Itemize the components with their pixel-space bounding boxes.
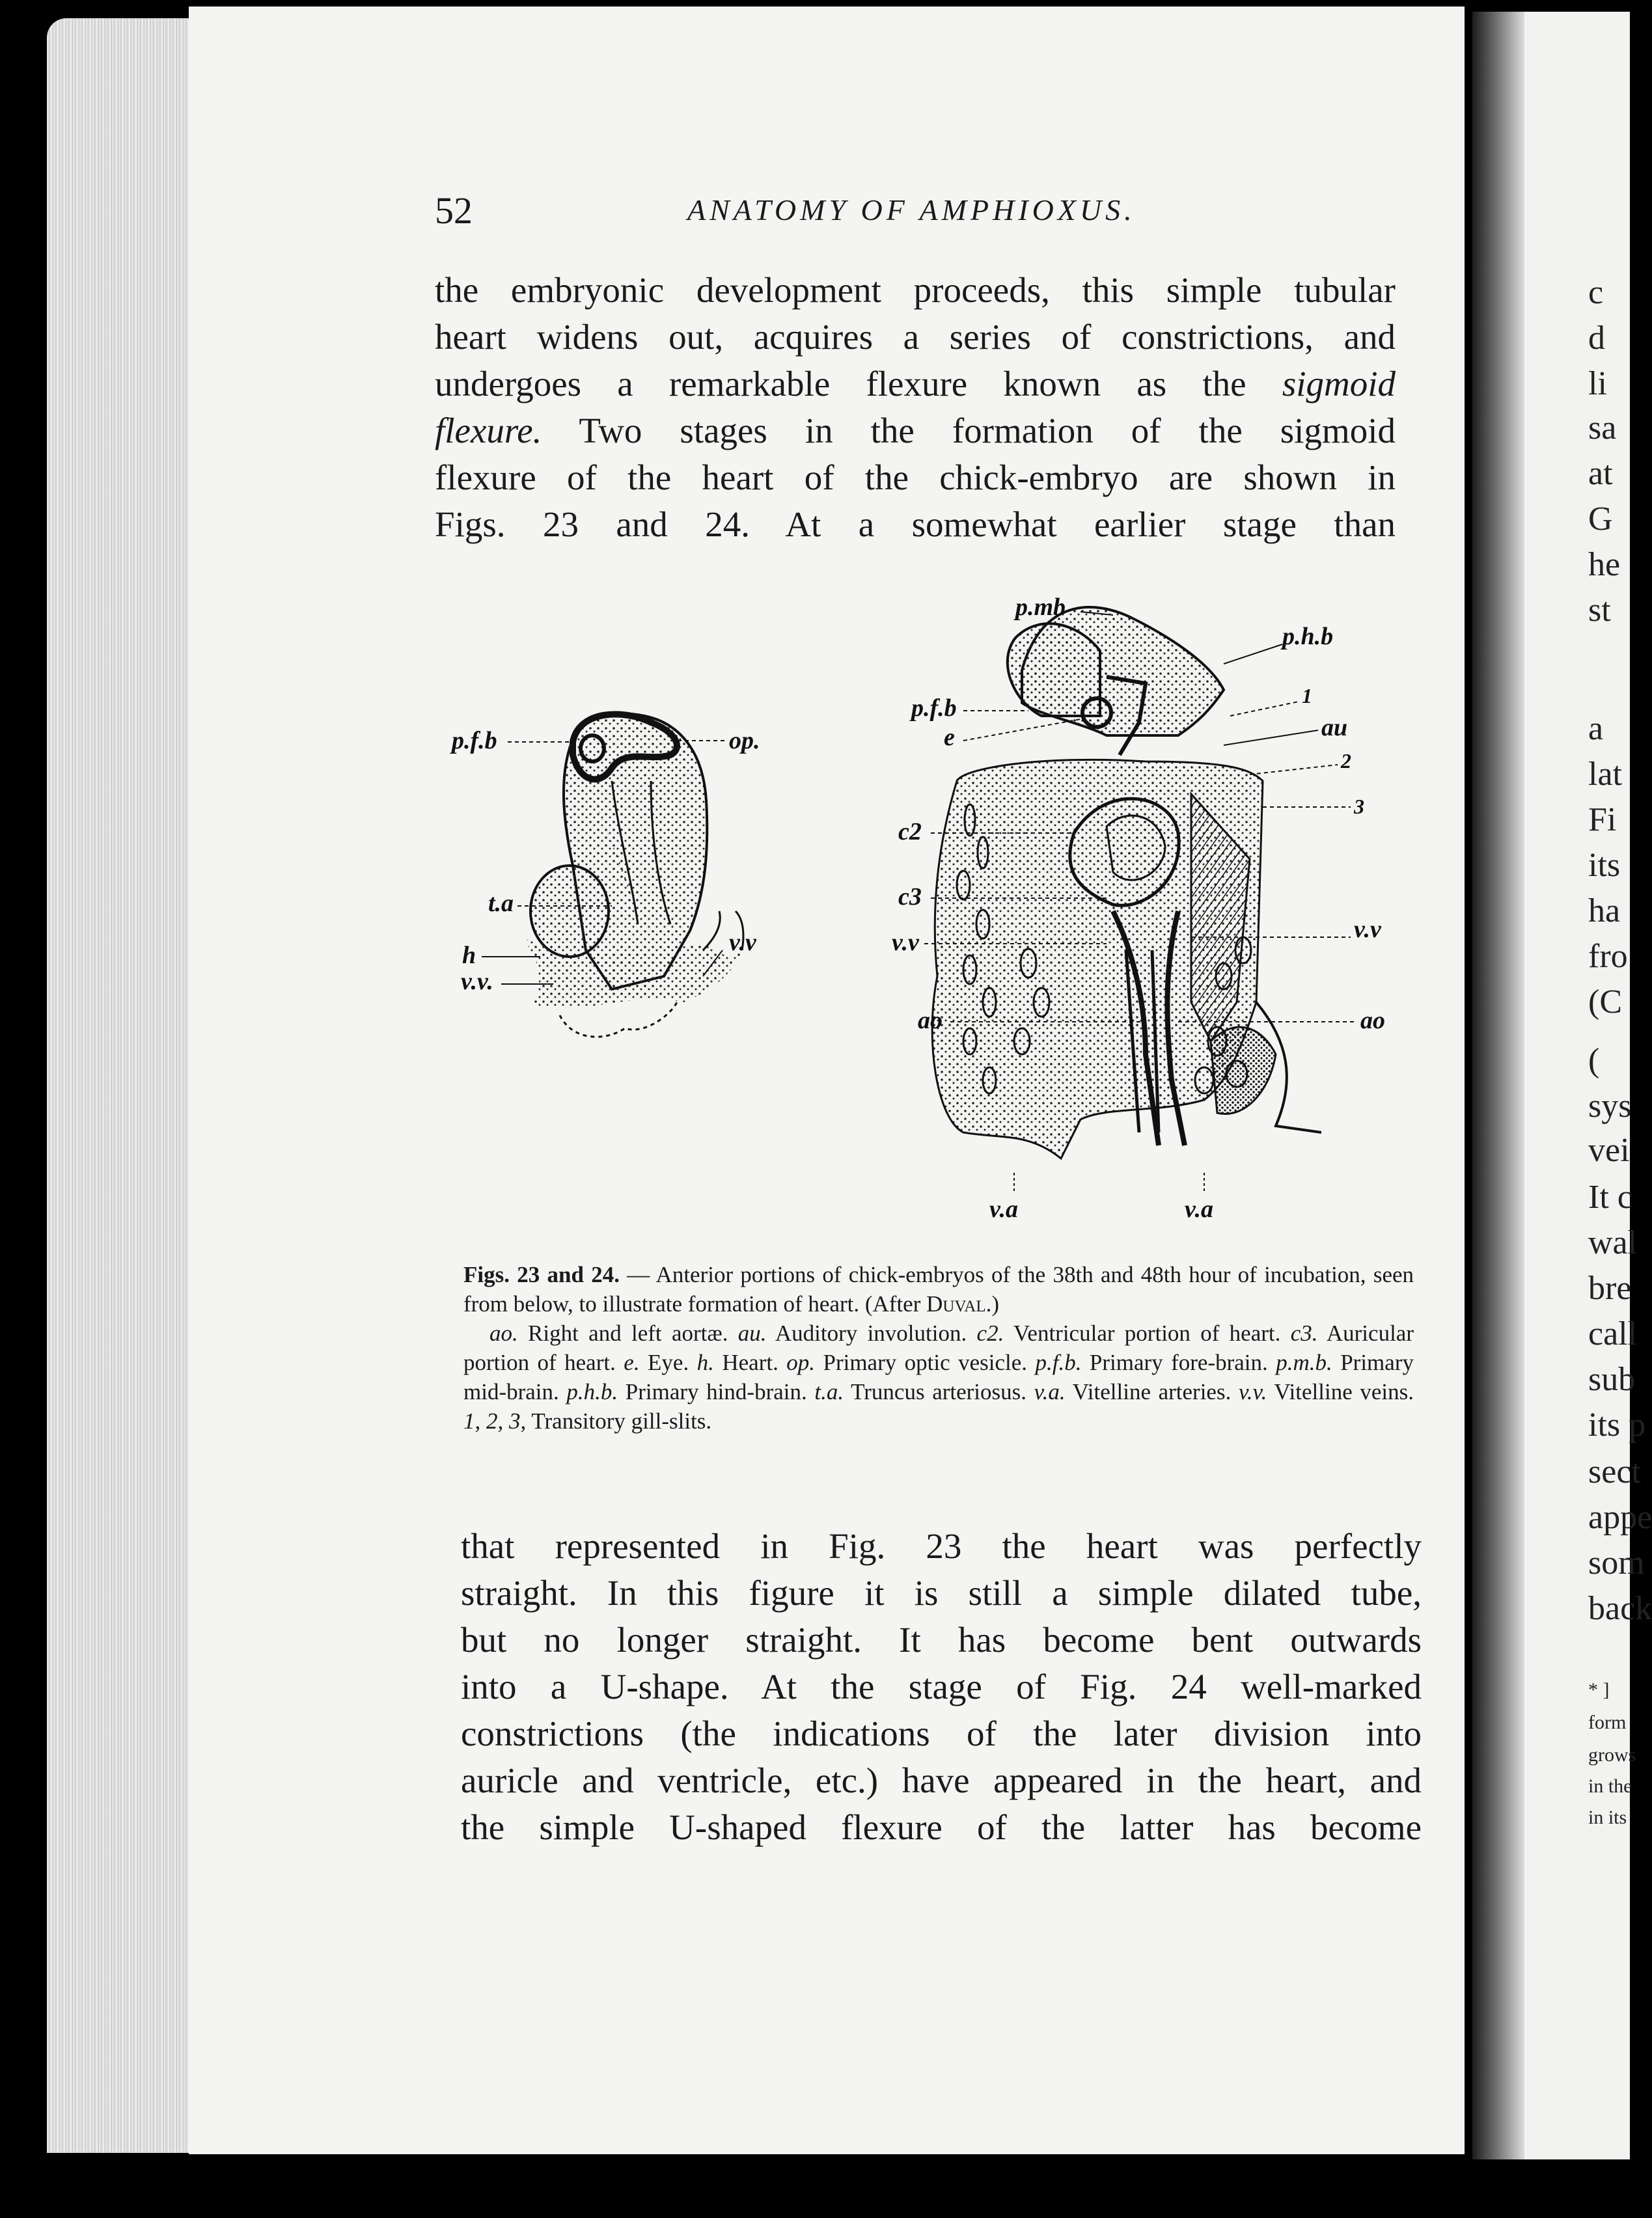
legend-abbr: p.m.b.: [1276, 1350, 1332, 1375]
adjacent-text-fragment: som: [1588, 1544, 1645, 1581]
adjacent-text-fragment: its p: [1588, 1406, 1646, 1444]
label-pmb: p.mb: [1015, 594, 1066, 621]
emphasis: sigmoid: [1282, 364, 1396, 404]
adjacent-text-fragment: Fi: [1588, 801, 1617, 838]
legend-abbr: p.h.b.: [566, 1379, 618, 1404]
adjacent-text-fragment: fro: [1588, 938, 1628, 975]
adjacent-text-fragment: sub: [1588, 1361, 1636, 1398]
text-line: into a U-shape. At the stage of Fig. 24 well-marked: [461, 1667, 1422, 1706]
label-phb: p.h.b: [1282, 623, 1334, 650]
caption-title: Figs. 23 and 24. — Anterior portions of chick-embryos of the 38th and 48th hour of incubation, seen from below, to illustrate formation of heart. (After Duval.): [463, 1262, 1414, 1317]
legend-desc: Auricular portion of heart.: [463, 1321, 1414, 1375]
label-c2: c2: [898, 818, 922, 845]
adjacent-footnote-fragment: * ]: [1588, 1679, 1610, 1701]
adjacent-text-fragment: its: [1588, 847, 1621, 884]
label-au: au: [1321, 714, 1348, 741]
adjacent-text-fragment: st: [1588, 592, 1611, 629]
label-pfb-24: p.f.b: [911, 694, 957, 722]
adjacent-text-fragment: at: [1588, 455, 1613, 492]
paragraph-bottom: [461, 1523, 1422, 1851]
legend-desc: Vitelline arteries.: [1065, 1379, 1239, 1404]
legend-desc: Primary hind-brain.: [618, 1379, 815, 1404]
label-va-left: v.a: [989, 1196, 1018, 1223]
book-page-edges: [47, 18, 193, 2153]
label-pfb: p.f.b: [452, 727, 497, 754]
label-c3: c3: [898, 883, 922, 910]
caption-legend: [463, 1319, 1414, 1436]
legend-desc: Primary mid-brain.: [463, 1350, 1414, 1404]
adjacent-footnote-fragment: grows: [1588, 1744, 1636, 1766]
label-gill-2: 2: [1341, 749, 1351, 773]
legend-abbr: v.a.: [1034, 1379, 1066, 1404]
adjacent-footnote-fragment: in the: [1588, 1775, 1632, 1797]
legend-abbr: c3.: [1290, 1321, 1318, 1346]
paragraph-top: [435, 267, 1396, 548]
legend-desc: Truncus arteriosus.: [844, 1379, 1034, 1404]
label-ao-right: ao: [1360, 1007, 1385, 1034]
adjacent-text-fragment: lat: [1588, 756, 1622, 793]
text-line: constrictions (the indications of the later division into: [461, 1714, 1422, 1753]
gutter-shadow: [1472, 12, 1524, 2159]
adjacent-text-fragment: sect: [1588, 1453, 1641, 1490]
adjacent-text-fragment: d: [1588, 320, 1605, 357]
legend-desc: Eye.: [639, 1350, 697, 1375]
text-line: the embryonic development proceeds, this simple tubular: [435, 270, 1396, 310]
adjacent-text-fragment: It c: [1588, 1179, 1632, 1216]
label-vv-24-right: v.v: [1354, 916, 1381, 943]
adjacent-text-fragment: vei: [1588, 1132, 1630, 1169]
adjacent-text-fragment: sa: [1588, 409, 1617, 446]
adjacent-footnote-fragment: form: [1588, 1712, 1627, 1733]
embryo-illustration: [452, 586, 1432, 1237]
legend-desc: Right and left aortæ.: [517, 1321, 738, 1346]
legend-desc: Primary fore-brain.: [1081, 1350, 1276, 1375]
adjacent-text-fragment: c: [1588, 274, 1604, 311]
adjacent-text-fragment: sys: [1588, 1088, 1632, 1125]
legend-abbr: p.f.b.: [1035, 1350, 1082, 1375]
legend-abbr: op.: [786, 1350, 816, 1375]
legend-desc: Ventricular portion of heart.: [1004, 1321, 1291, 1346]
label-h: h: [462, 942, 476, 969]
text-line: auricle and ventricle, etc.) have appeared in the heart, and: [461, 1760, 1422, 1800]
figures-23-24: [452, 586, 1432, 1237]
legend-abbr: e.: [624, 1350, 640, 1375]
label-vv-left: v.v.: [461, 968, 493, 995]
text-line: flexure of the heart of the chick-embryo are shown in: [435, 458, 1396, 497]
text-line: the simple U-shaped flexure of the latter has become: [461, 1807, 1422, 1847]
legend-abbr: v.v.: [1238, 1379, 1267, 1404]
adjacent-text-fragment: bre: [1588, 1270, 1632, 1307]
label-gill-3: 3: [1354, 795, 1364, 818]
label-vv-right: v.v: [729, 929, 756, 956]
legend-desc: Primary optic vesicle.: [815, 1350, 1036, 1375]
caption-text: — Anterior portions of chick-embryos of the 38th and 48th hour of incubation, seen from below, to illustrate formation of heart. (After: [463, 1262, 1414, 1317]
adjacent-text-fragment: appe: [1588, 1499, 1652, 1536]
adjacent-text-fragment: back: [1588, 1590, 1652, 1627]
label-ao-left: ao: [918, 1007, 943, 1034]
label-va-right: v.a: [1185, 1196, 1213, 1223]
adjacent-text-fragment: ha: [1588, 892, 1621, 929]
figure-caption: [463, 1260, 1414, 1436]
legend-abbr: 1, 2, 3,: [463, 1408, 527, 1434]
text-line: flexure. Two stages in the formation of the sigmoid: [435, 411, 1396, 450]
label-op: op.: [729, 727, 760, 754]
text-line: that represented in Fig. 23 the heart was perfectly: [461, 1526, 1422, 1566]
adjacent-footnote-fragment: in its: [1588, 1807, 1627, 1828]
legend-abbr: ao.: [489, 1321, 518, 1346]
adjacent-text-fragment: li: [1588, 365, 1607, 402]
adjacent-text-fragment: G: [1588, 500, 1613, 538]
legend-abbr: au.: [737, 1321, 767, 1346]
running-title: ANATOMY OF AMPHIOXUS.: [687, 193, 1136, 226]
legend-desc: Vitelline veins.: [1267, 1379, 1414, 1404]
label-vv-24-left: v.v: [892, 929, 919, 956]
legend-abbr: t.a.: [814, 1379, 844, 1404]
adjacent-text-fragment: he: [1588, 546, 1621, 583]
adjacent-page: [1472, 12, 1630, 2159]
adjacent-text-fragment: call: [1588, 1315, 1638, 1352]
legend-desc: Auditory involution.: [766, 1321, 977, 1346]
adjacent-text-fragment: (: [1588, 1042, 1600, 1079]
legend-desc: Transitory gill-slits.: [526, 1408, 712, 1434]
legend-desc: Heart.: [713, 1350, 787, 1375]
caption-figref: Figs. 23 and 24.: [463, 1262, 620, 1287]
fig24-drawing: [932, 607, 1321, 1158]
label-gill-1: 1: [1302, 684, 1312, 707]
adjacent-text-fragment: a: [1588, 710, 1604, 747]
adjacent-text-fragment: wal: [1588, 1224, 1638, 1261]
page-header: [435, 189, 1450, 241]
fig23-drawing: [521, 714, 743, 1037]
legend-abbr: c2.: [976, 1321, 1004, 1346]
text-line: Figs. 23 and 24. At a somewhat earlier stage than: [435, 504, 1396, 544]
adjacent-text-fragment: (C: [1588, 983, 1622, 1020]
label-e: e: [944, 724, 955, 751]
text-line: undergoes a remarkable flexure known as the sigmoid: [435, 364, 1396, 404]
text-line: heart widens out, acquires a series of constrictions, and: [435, 317, 1396, 357]
page-number: 52: [435, 189, 473, 232]
legend-abbr: h.: [696, 1350, 714, 1375]
text-line: but no longer straight. It has become bent outwards: [461, 1620, 1422, 1660]
caption-author: Duval.: [926, 1291, 992, 1317]
text-line: straight. In this figure it is still a simple dilated tube,: [461, 1573, 1422, 1613]
label-ta: t.a: [488, 890, 514, 917]
emphasis: flexure.: [435, 411, 542, 450]
